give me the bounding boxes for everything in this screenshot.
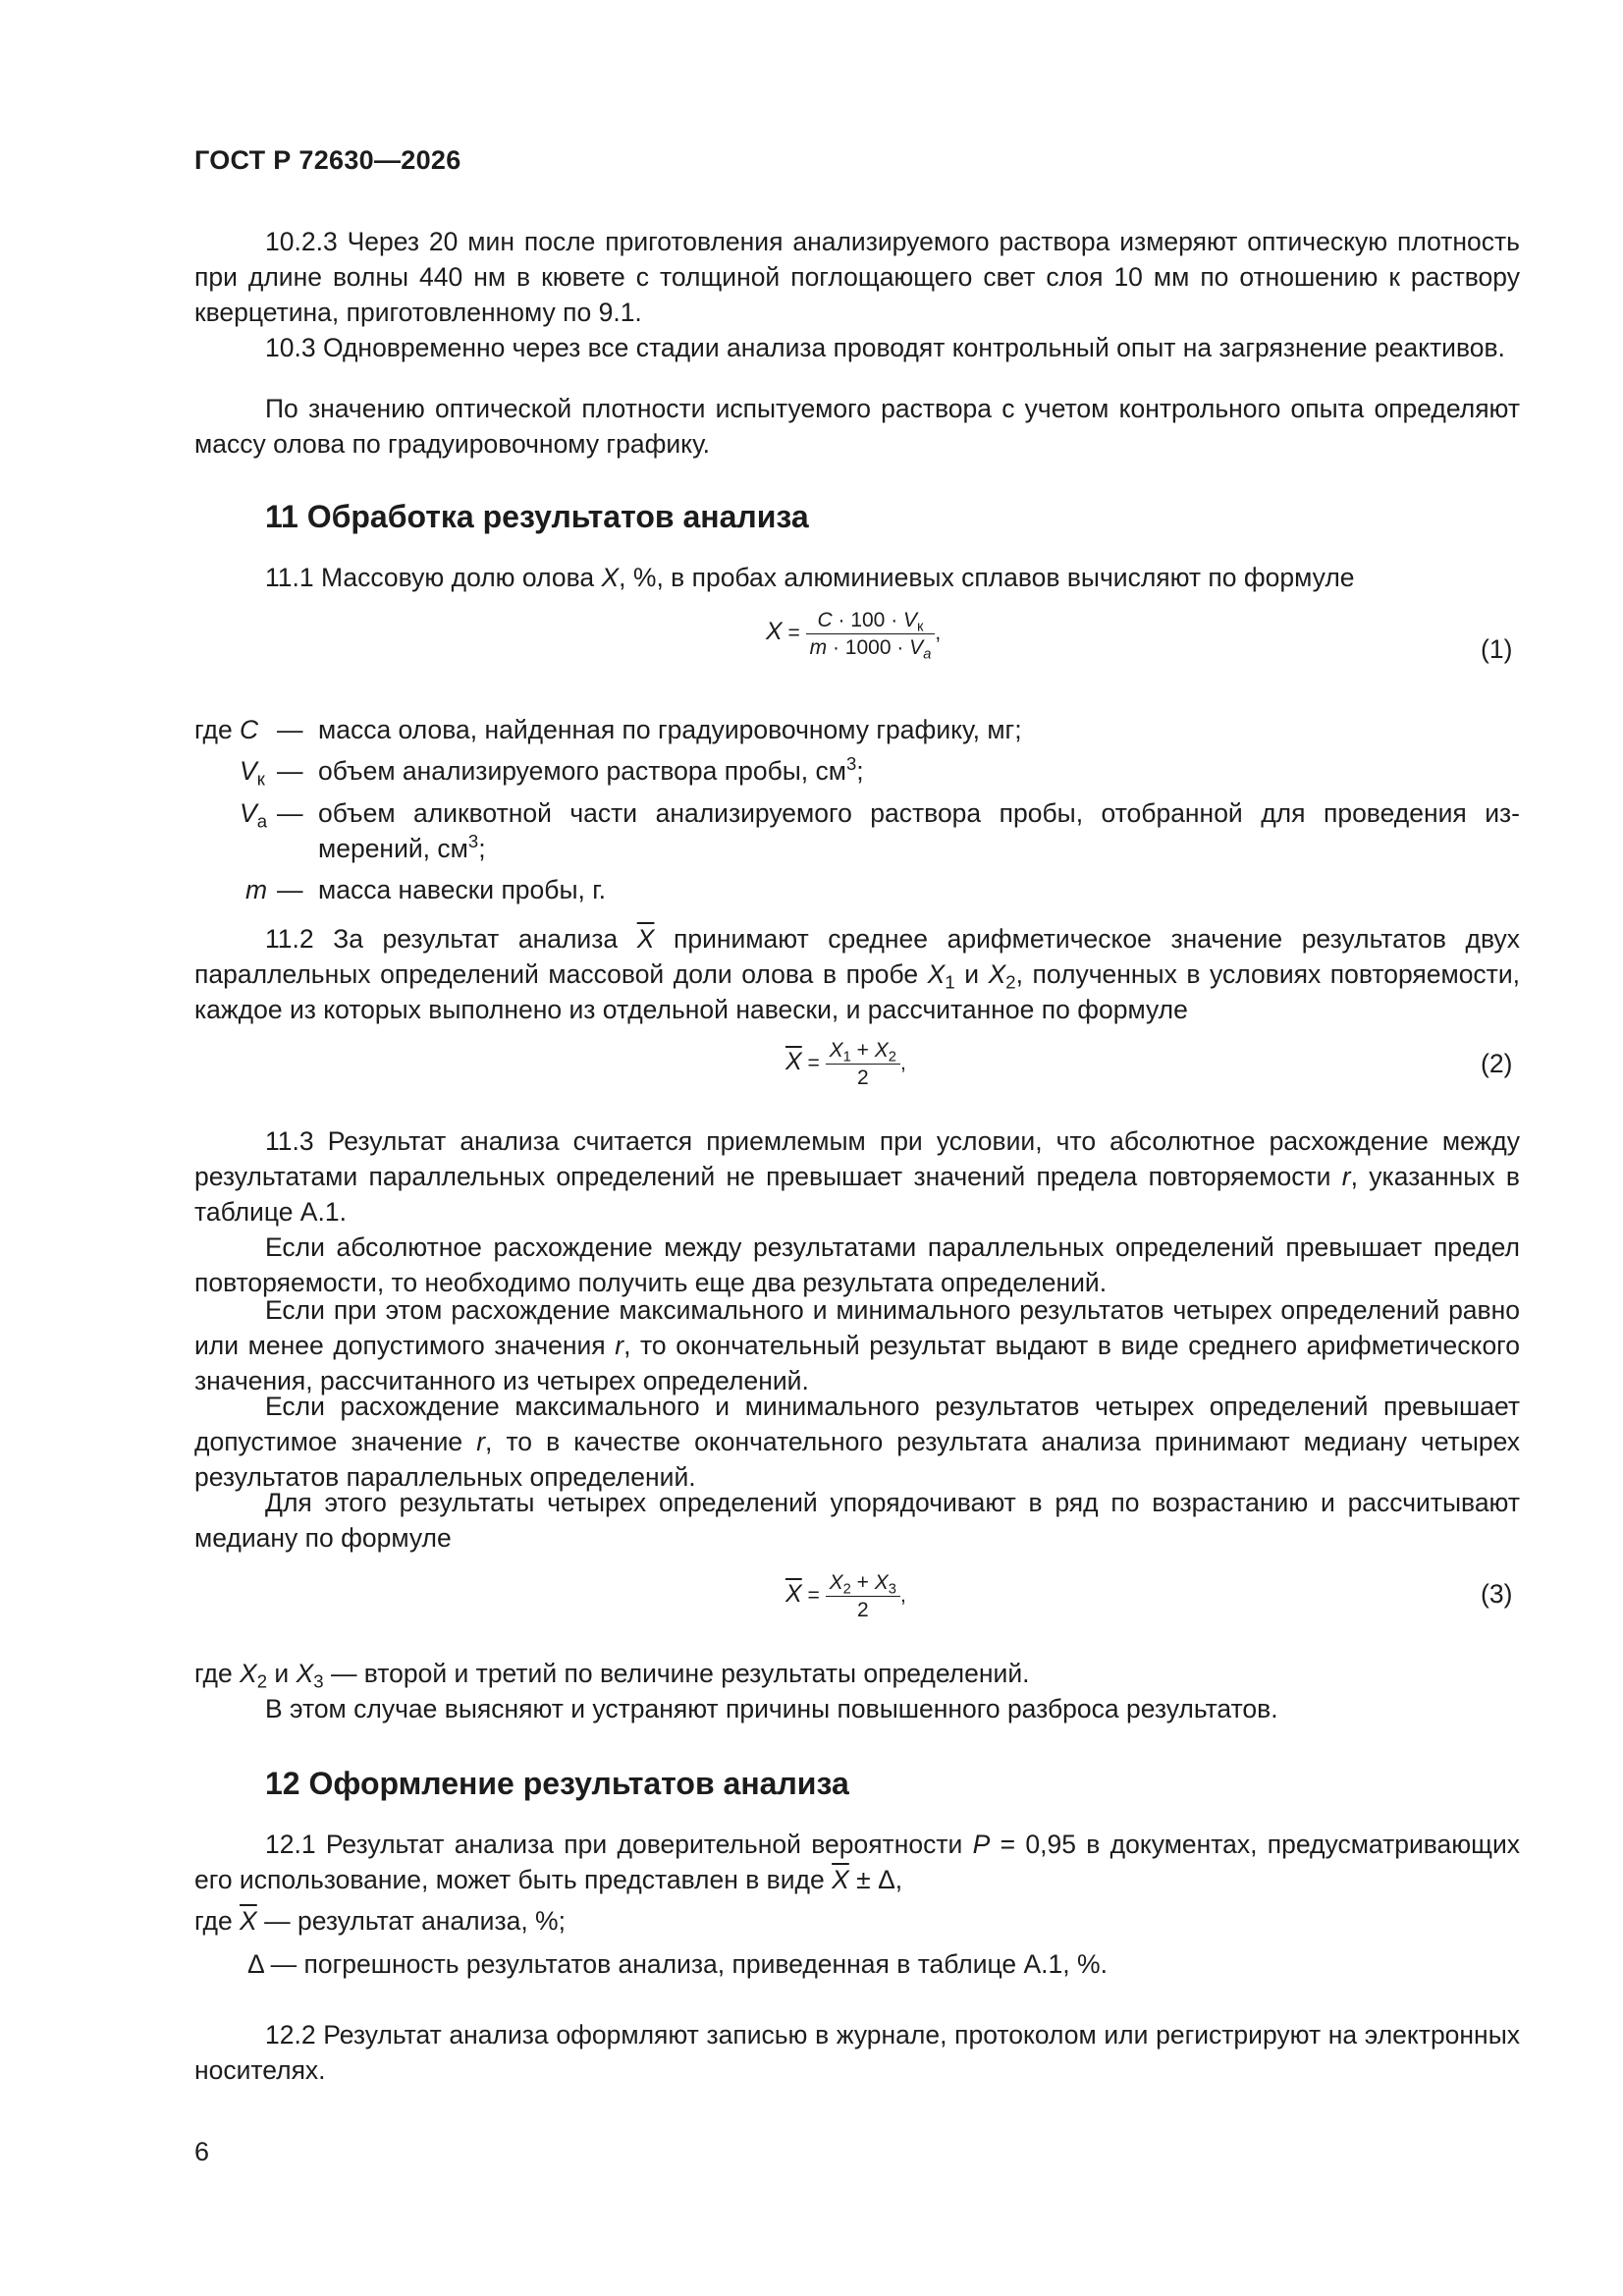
paragraph-11-3-e: Для этого результаты четырех определений упорядочивают в ряд по возрастанию и рассчитывают медиану по формуле: [194, 1488, 1520, 1553]
where-text-va-line2: мерений, $см^3$;: [318, 830, 486, 863]
where-list-12-row1: где $\overline{X}$ — результат анализа, %;: [194, 1906, 566, 1936]
formula-3-number: (3): [1481, 1579, 1513, 1609]
paragraph-10-2-3: 10.2.3 Через 20 мин после приготовления анализируемого раствора измеряют оптическую плотность при длине волны 440 нм в кювете с толщиной поглощающего свет слоя 10 мм по отношению к раствору кверцетина, приготовленному по 9.1.: [194, 227, 1520, 327]
where-dash: —: [277, 875, 303, 904]
section-11-heading: 11 Обработка результатов анализа: [265, 499, 809, 534]
where-dash: —: [277, 756, 303, 786]
where-dash: —: [277, 715, 303, 744]
where-row-c: C: [240, 715, 259, 744]
document-header: ГОСТ Р 72630—2026: [194, 145, 461, 175]
where-text-va-line1: объем аликвотной части анализируемого раствора пробы, отобранной для проведения из-: [318, 798, 1520, 828]
paragraph-11-1: 11.1 Массовую долю олова X, %, в пробах алюминиевых сплавов вычисляют по формуле: [265, 563, 1355, 592]
paragraph-11-3-d: Если расхождение максимального и минимального результатов четырех определений превышает допустимое значение r, то в качестве окончательного результата анализа принимают медиану четырех результатов параллельных определений.: [194, 1392, 1521, 1492]
paragraph-11-3-f: В этом случае выясняют и устраняют причины повышенного разброса результатов.: [265, 1694, 1278, 1723]
where-row-m: m: [245, 875, 268, 904]
where-text-c: масса олова, найденная по градуировочному графику, мг;: [318, 715, 1022, 744]
where-prefix: где: [194, 715, 233, 744]
paragraph-12-1: 12.1 Результат анализа при доверительной вероятности P = 0,95 в документах, предусматривающих его использование, может быть представлен в виде $\overline{X} \pm \Delta$,: [194, 1830, 1520, 1894]
page-number: 6: [194, 2137, 210, 2166]
where-row-va: $V_а$: [240, 798, 267, 832]
where-text-vk: объем анализируемого раствора пробы, $см^3$;: [318, 752, 864, 786]
paragraph-11-3-c: Если при этом расхождение максимального и минимального результатов четырех определений равно или менее допустимого значения r, то окончательный результат выдают в виде среднего арифметического значения, рассчитанного из четырех определений.: [194, 1295, 1520, 1395]
formula-2-number: (2): [1481, 1049, 1513, 1078]
formula-2: $\overline{X}$ = $\frac{X_1 + X_2}{2}$ ,: [785, 1039, 906, 1089]
where-row-vk: $V_к$: [240, 756, 265, 790]
paragraph-12-2: 12.2 Результат анализа оформляют записью в журнале, протоколом или регистрируют на электронных носителях.: [194, 2020, 1520, 2085]
paragraph-11-3: 11.3 Результат анализа считается приемлемым при условии, что абсолютное расхождение между результатами параллельных определений не превышает значений предела повторяемости r, указанных в таблице А.1.: [194, 1126, 1520, 1227]
formula-1: X = $\frac{C \cdot 100 \cdot V_к}{m \cdot 1000 \cdot V_a}$ ,: [766, 609, 942, 663]
formula-1-number: (1): [1481, 634, 1513, 664]
paragraph-10-3: 10.3 Одновременно через все стадии анализа проводят контрольный опыт на загрязнение реактивов.: [265, 333, 1505, 362]
paragraph-11-2: 11.2 За результат анализа $\overline{X}$ принимают среднее арифметическое значение результатов двух параллельных определений массовой доли олова в пробе $X_1$ и $X_2$, полученных в условиях повторяемости, каждое из которых выполнено из отдельной навески, и рассчитанное по формуле: [194, 924, 1520, 1024]
section-12-heading: 12 Оформление результатов анализа: [265, 1766, 849, 1801]
where-list-3: где $X_2$ и $X_3$ — второй и третий по величине результаты определений.: [194, 1659, 1030, 1692]
paragraph-10-3-b: По значению оптической плотности испытуемого раствора с учетом контрольного опыта определяют массу олова по градуировочному графику.: [194, 394, 1520, 459]
formula-3: $\overline{X}$ = $\frac{X_2 + X_3}{2}$ ,: [785, 1571, 906, 1621]
where-text-m: масса навески пробы, г.: [318, 875, 607, 904]
where-dash: —: [277, 798, 303, 828]
paragraph-11-3-b: Если абсолютное расхождение между результатами параллельных определений превышает предел повторяемости, то необходимо получить еще два результата определений.: [194, 1232, 1520, 1297]
where-list-12-row2: Δ — погрешность результатов анализа, приведенная в таблице А.1, %.: [247, 1949, 1108, 1979]
